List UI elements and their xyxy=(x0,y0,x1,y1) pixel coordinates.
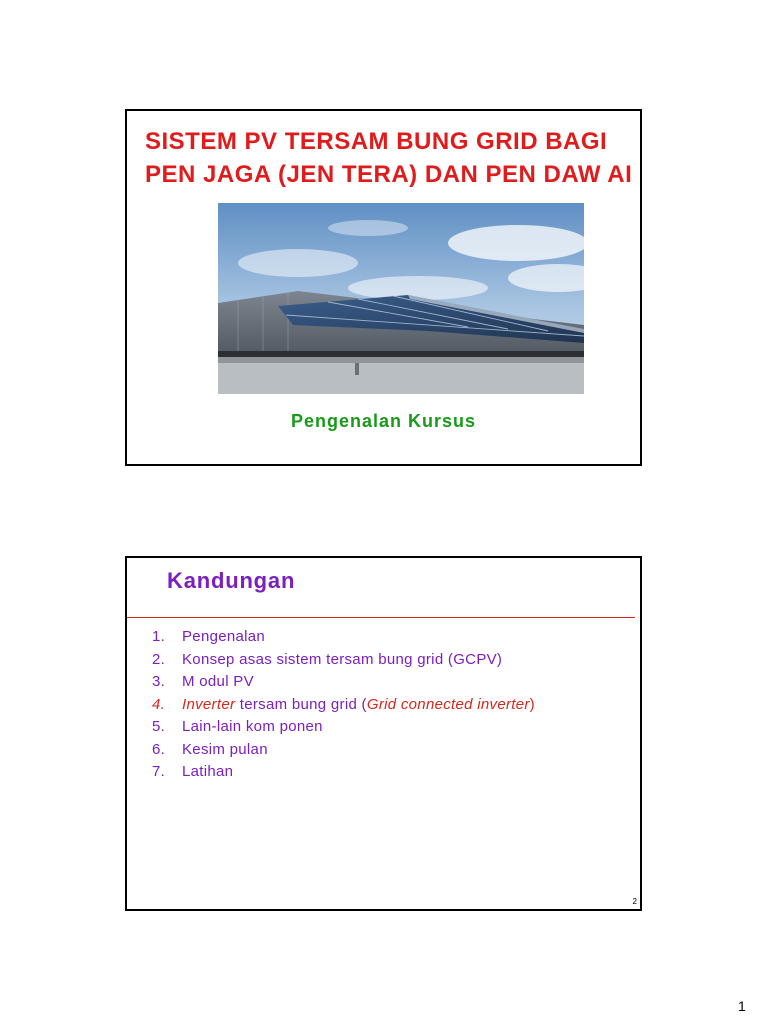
slide-contents xyxy=(125,556,642,911)
contents-heading: Kandungan xyxy=(167,568,296,593)
slide-title xyxy=(125,109,642,466)
list-item: 4. Inverter tersam bung grid (Grid connected inverter) xyxy=(152,695,535,713)
page-number: 1 xyxy=(738,998,746,1014)
slide-subtitle: Pengenalan Kursus xyxy=(290,411,477,431)
list-item: 6. Kesim pulan xyxy=(152,740,268,758)
solar-roof-photo xyxy=(218,203,584,394)
list-item: 3. M odul PV xyxy=(152,673,254,690)
title-line-2: PEN JAGA (JEN TERA) DAN PEN DAW AI xyxy=(145,161,633,188)
slide-number: 2 xyxy=(632,897,637,906)
title-line-1: SISTEM PV TERSAM BUNG GRID BAGI xyxy=(145,128,608,155)
list-item: 7. Latihan xyxy=(152,763,234,780)
list-item: 2. Konsep asas sistem tersam bung grid (GCPV) xyxy=(152,650,503,668)
list-item: 5. Lain-lain kom ponen xyxy=(152,718,323,735)
slide-title-heading xyxy=(145,125,635,191)
list-item: 1. Pengenalan xyxy=(152,628,266,645)
contents-list xyxy=(152,626,535,784)
heading-divider xyxy=(127,617,635,618)
